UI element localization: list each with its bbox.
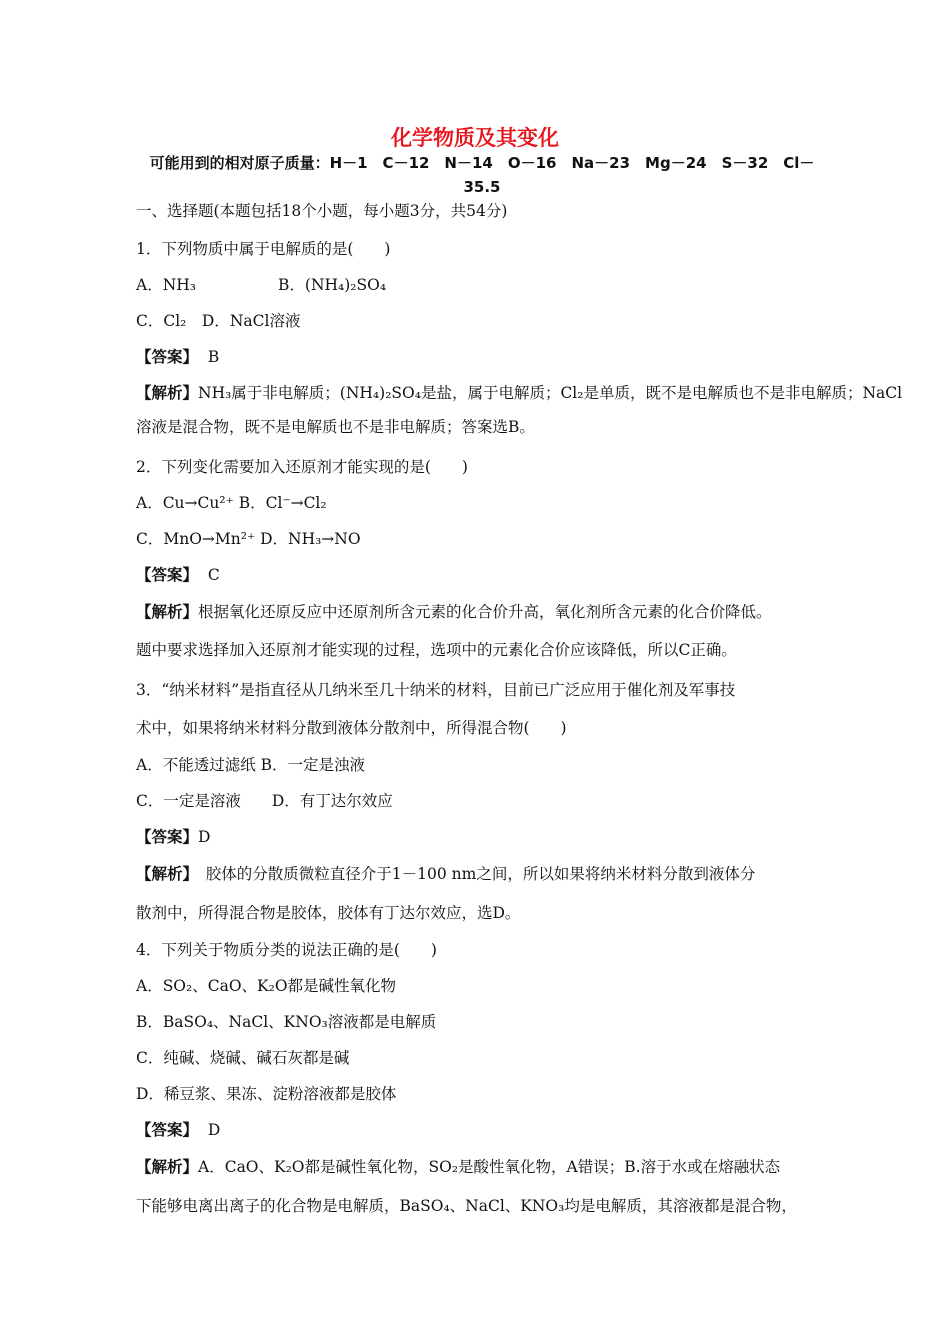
question-3-stem-line-1: 3．“纳米材料”是指直径从几纳米至几十纳米的材料，目前已广泛应用于催化剂及军事技 [136, 681, 736, 699]
page-title: 化学物质及其变化 [391, 126, 559, 150]
analysis-text: NH₃属于非电解质；(NH₄)₂SO₄是盐，属于电解质；Cl₂是单质，既不是电解质也不是非电解质；NaCl溶液是混合物，既不是电解质也不是非电解质；答案选B。 [136, 384, 903, 436]
question-2-options-ab: A．Cu→Cu²⁺ B．Cl⁻→Cl₂ [136, 494, 327, 512]
section-heading: 一、选择题(本题包括18个小题，每小题3分，共54分) [136, 202, 508, 220]
question-4-option-d: D．稀豆浆、果冻、淀粉溶液都是胶体 [136, 1085, 397, 1103]
analysis-label: 【解析】 [136, 602, 199, 621]
question-2-analysis-line-2: 题中要求选择加入还原剂才能实现的过程，选项中的元素化合价应该降低，所以C正确。 [136, 641, 737, 659]
question-4-option-b: B．BaSO₄、NaCl、KNO₃溶液都是电解质 [136, 1013, 437, 1031]
answer-value: D [207, 1121, 221, 1139]
atomic-masses-note: 可能用到的相对原子质量：H－1 C－12 N－14 O－16 Na－23 Mg－24 S－32 Cl－35.5 [149, 154, 815, 196]
question-4-answer [136, 1118, 220, 1140]
analysis-text: A．CaO、K₂O都是碱性氧化物，SO₂是酸性氧化物，A错误；B.溶于水或在熔融状态 [198, 1158, 781, 1176]
question-2-analysis-line-1 [136, 600, 772, 622]
analysis-text: 根据氧化还原反应中还原剂所含元素的化合价升高，氧化剂所含元素的化合价降低。 [198, 603, 772, 621]
answer-value: C [207, 566, 220, 584]
question-1-stem: 1．下列物质中属于电解质的是( ) [136, 240, 391, 258]
question-4-stem: 4．下列关于物质分类的说法正确的是( ) [136, 941, 437, 959]
answer-label: 【答案】 [136, 827, 199, 846]
question-4-option-a: A．SO₂、CaO、K₂O都是碱性氧化物 [136, 977, 397, 995]
question-3-options-cd: C．一定是溶液 D．有丁达尔效应 [136, 792, 393, 810]
answer-label: 【答案】 [136, 347, 199, 366]
analysis-label: 【解析】 [136, 1157, 199, 1176]
question-2-answer [136, 563, 220, 585]
question-1-option-b: B．(NH₄)₂SO₄ [278, 276, 387, 294]
question-1-options-row-1 [136, 273, 386, 295]
answer-label: 【答案】 [136, 1120, 199, 1139]
question-4-analysis-line-1 [136, 1155, 780, 1177]
question-1-option-cd: C．Cl₂ D．NaCl溶液 [136, 312, 301, 330]
answer-label: 【答案】 [136, 565, 199, 584]
answer-value: B [207, 348, 220, 366]
question-1-answer [136, 345, 219, 367]
question-1-option-a: A．NH₃ [136, 276, 196, 294]
question-2-options-cd: C．MnO→Mn²⁺ D．NH₃→NO [136, 530, 361, 548]
question-3-analysis-line-1 [136, 862, 755, 884]
question-1-analysis [136, 376, 916, 444]
question-3-options-ab: A．不能透过滤纸 B．一定是浊液 [136, 756, 366, 774]
question-4-analysis-line-2: 下能够电离出离子的化合物是电解质，BaSO₄、NaCl、KNO₃均是电解质，其溶液都是混合物， [136, 1197, 797, 1215]
analysis-label: 【解析】 [136, 383, 199, 402]
analysis-text: 胶体的分散质微粒直径介于1－100 nm之间，所以如果将纳米材料分散到液体分 [190, 865, 756, 883]
question-3-analysis-line-2: 散剂中，所得混合物是胶体，胶体有丁达尔效应，选D。 [136, 904, 521, 922]
question-4-option-c: C．纯碱、烧碱、碱石灰都是碱 [136, 1049, 350, 1067]
answer-value: D [198, 828, 211, 846]
question-3-stem-line-2: 术中，如果将纳米材料分散到液体分散剂中，所得混合物( ) [136, 719, 567, 737]
question-2-stem: 2．下列变化需要加入还原剂才能实现的是( ) [136, 458, 468, 476]
question-3-answer [136, 825, 210, 847]
analysis-label: 【解析】 [136, 864, 191, 883]
